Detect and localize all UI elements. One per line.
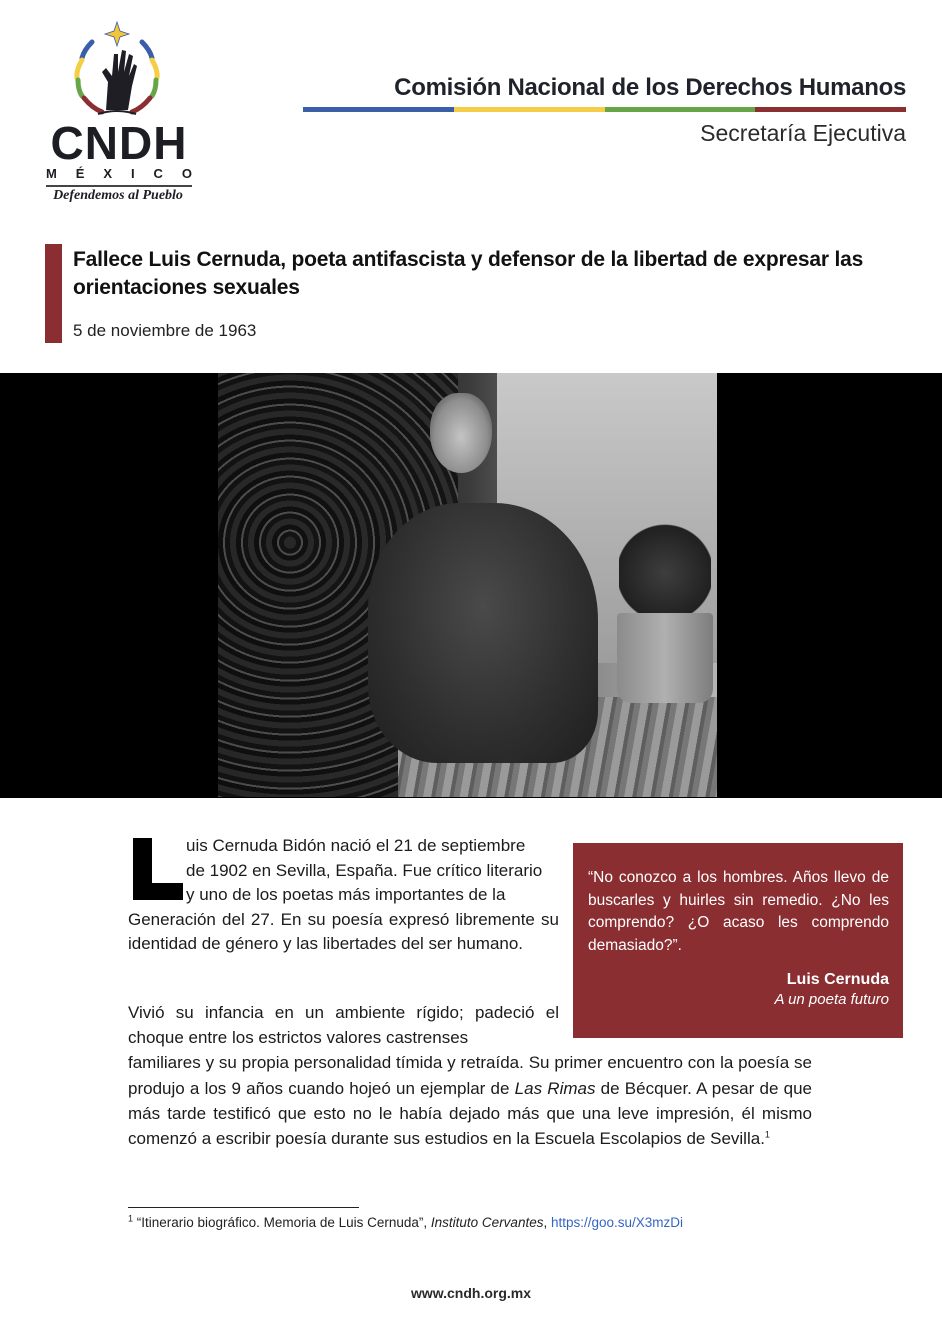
color-bar-yellow (454, 107, 605, 112)
logo-letter: I (130, 166, 135, 181)
institution-color-bar (303, 107, 906, 112)
cndh-logo (40, 20, 200, 210)
footnote-separator: , (543, 1215, 551, 1230)
quote-author: Luis Cernuda (786, 971, 889, 989)
logo-acronym: CNDH (50, 117, 188, 169)
photo-figure-head (430, 393, 492, 473)
paragraph-2-narrow: Vivió su infancia en un ambiente rígido; padeció el choque entre los estrictos valores castrenses (128, 1003, 559, 1048)
portrait-photo (218, 373, 717, 797)
paragraph-1-line-3: y uno de los poetas más importantes de la (186, 885, 506, 905)
color-bar-blue (303, 107, 454, 112)
color-bar-green (605, 107, 756, 112)
paragraph-1 (128, 834, 559, 957)
paragraph-1-line-1: uis Cernuda Bidón nació el 21 de septiembre (186, 836, 526, 855)
footnote-number: 1 (128, 1213, 134, 1224)
logo-letter: É (75, 166, 85, 181)
footnote-divider (128, 1207, 359, 1208)
book-title: Las Rimas (514, 1078, 596, 1098)
paragraph-2-text-cont: de Bécquer. A pesar de que más tarde testificó que esto no le había dejado más que una leve impresión, él mismo comenzó a escribir poesía durante sus estudios en la Escuela Escolapios de Sevilla. (128, 1078, 812, 1149)
footer-website[interactable]: www.cndh.org.mx (410, 1285, 532, 1301)
paragraph-1-line-2: de 1902 en Sevilla, España. Fue crítico literario (186, 860, 543, 880)
footnote-link[interactable]: https://goo.su/X3mzDi (550, 1215, 684, 1230)
logo-motto: Defendemos al Pueblo (53, 188, 183, 203)
photo-plant (619, 523, 711, 623)
article-date: 5 de noviembre de 1963 (73, 321, 257, 340)
logo-letter: X (103, 166, 113, 181)
footnote-source: Instituto Cervantes (430, 1215, 544, 1230)
footnote-text: “Itinerario biográfico. Memoria de Luis Cernuda”, (133, 1215, 431, 1230)
quote-source: A un poeta futuro (774, 991, 889, 1009)
photo-flowerpot (617, 613, 713, 703)
page-title: Fallece Luis Cernuda, poeta antifascista y defensor de la libertad de expresar las orientaciones sexuales (73, 248, 864, 299)
institution-name: Comisión Nacional de los Derechos Humanos (394, 74, 906, 101)
title-accent-bar (45, 244, 62, 343)
color-bar-red (755, 107, 906, 112)
logo-letter: O (181, 166, 192, 181)
footnote (128, 1215, 828, 1230)
photo-figure-body (368, 503, 598, 763)
quote-text: “No conozco a los hombres. Años llevo de buscarles y huirles sin remedio. ¿No les comprendo? ¿O acaso les comprendo demasiado?”. (588, 869, 889, 954)
logo-letter: C (153, 166, 163, 181)
emblem-icon (62, 20, 172, 120)
paragraph-2 (128, 1000, 812, 1151)
paragraph-2-text: familiares y su propia personalidad tímida y retraída. Su primer encuentro con la poesía se produjo a los 9 años cuando hojeó un ejemplar de (128, 1053, 812, 1098)
logo-divider (46, 185, 192, 187)
footnote-reference[interactable]: 1 (764, 1129, 770, 1140)
paragraph-1-rest: Generación del 27. En su poesía expresó libremente su identidad de género y las libertades del ser humano. (128, 909, 559, 954)
logo-country (46, 166, 192, 181)
logo-letter: M (46, 166, 57, 181)
department-name: Secretaría Ejecutiva (700, 120, 906, 146)
